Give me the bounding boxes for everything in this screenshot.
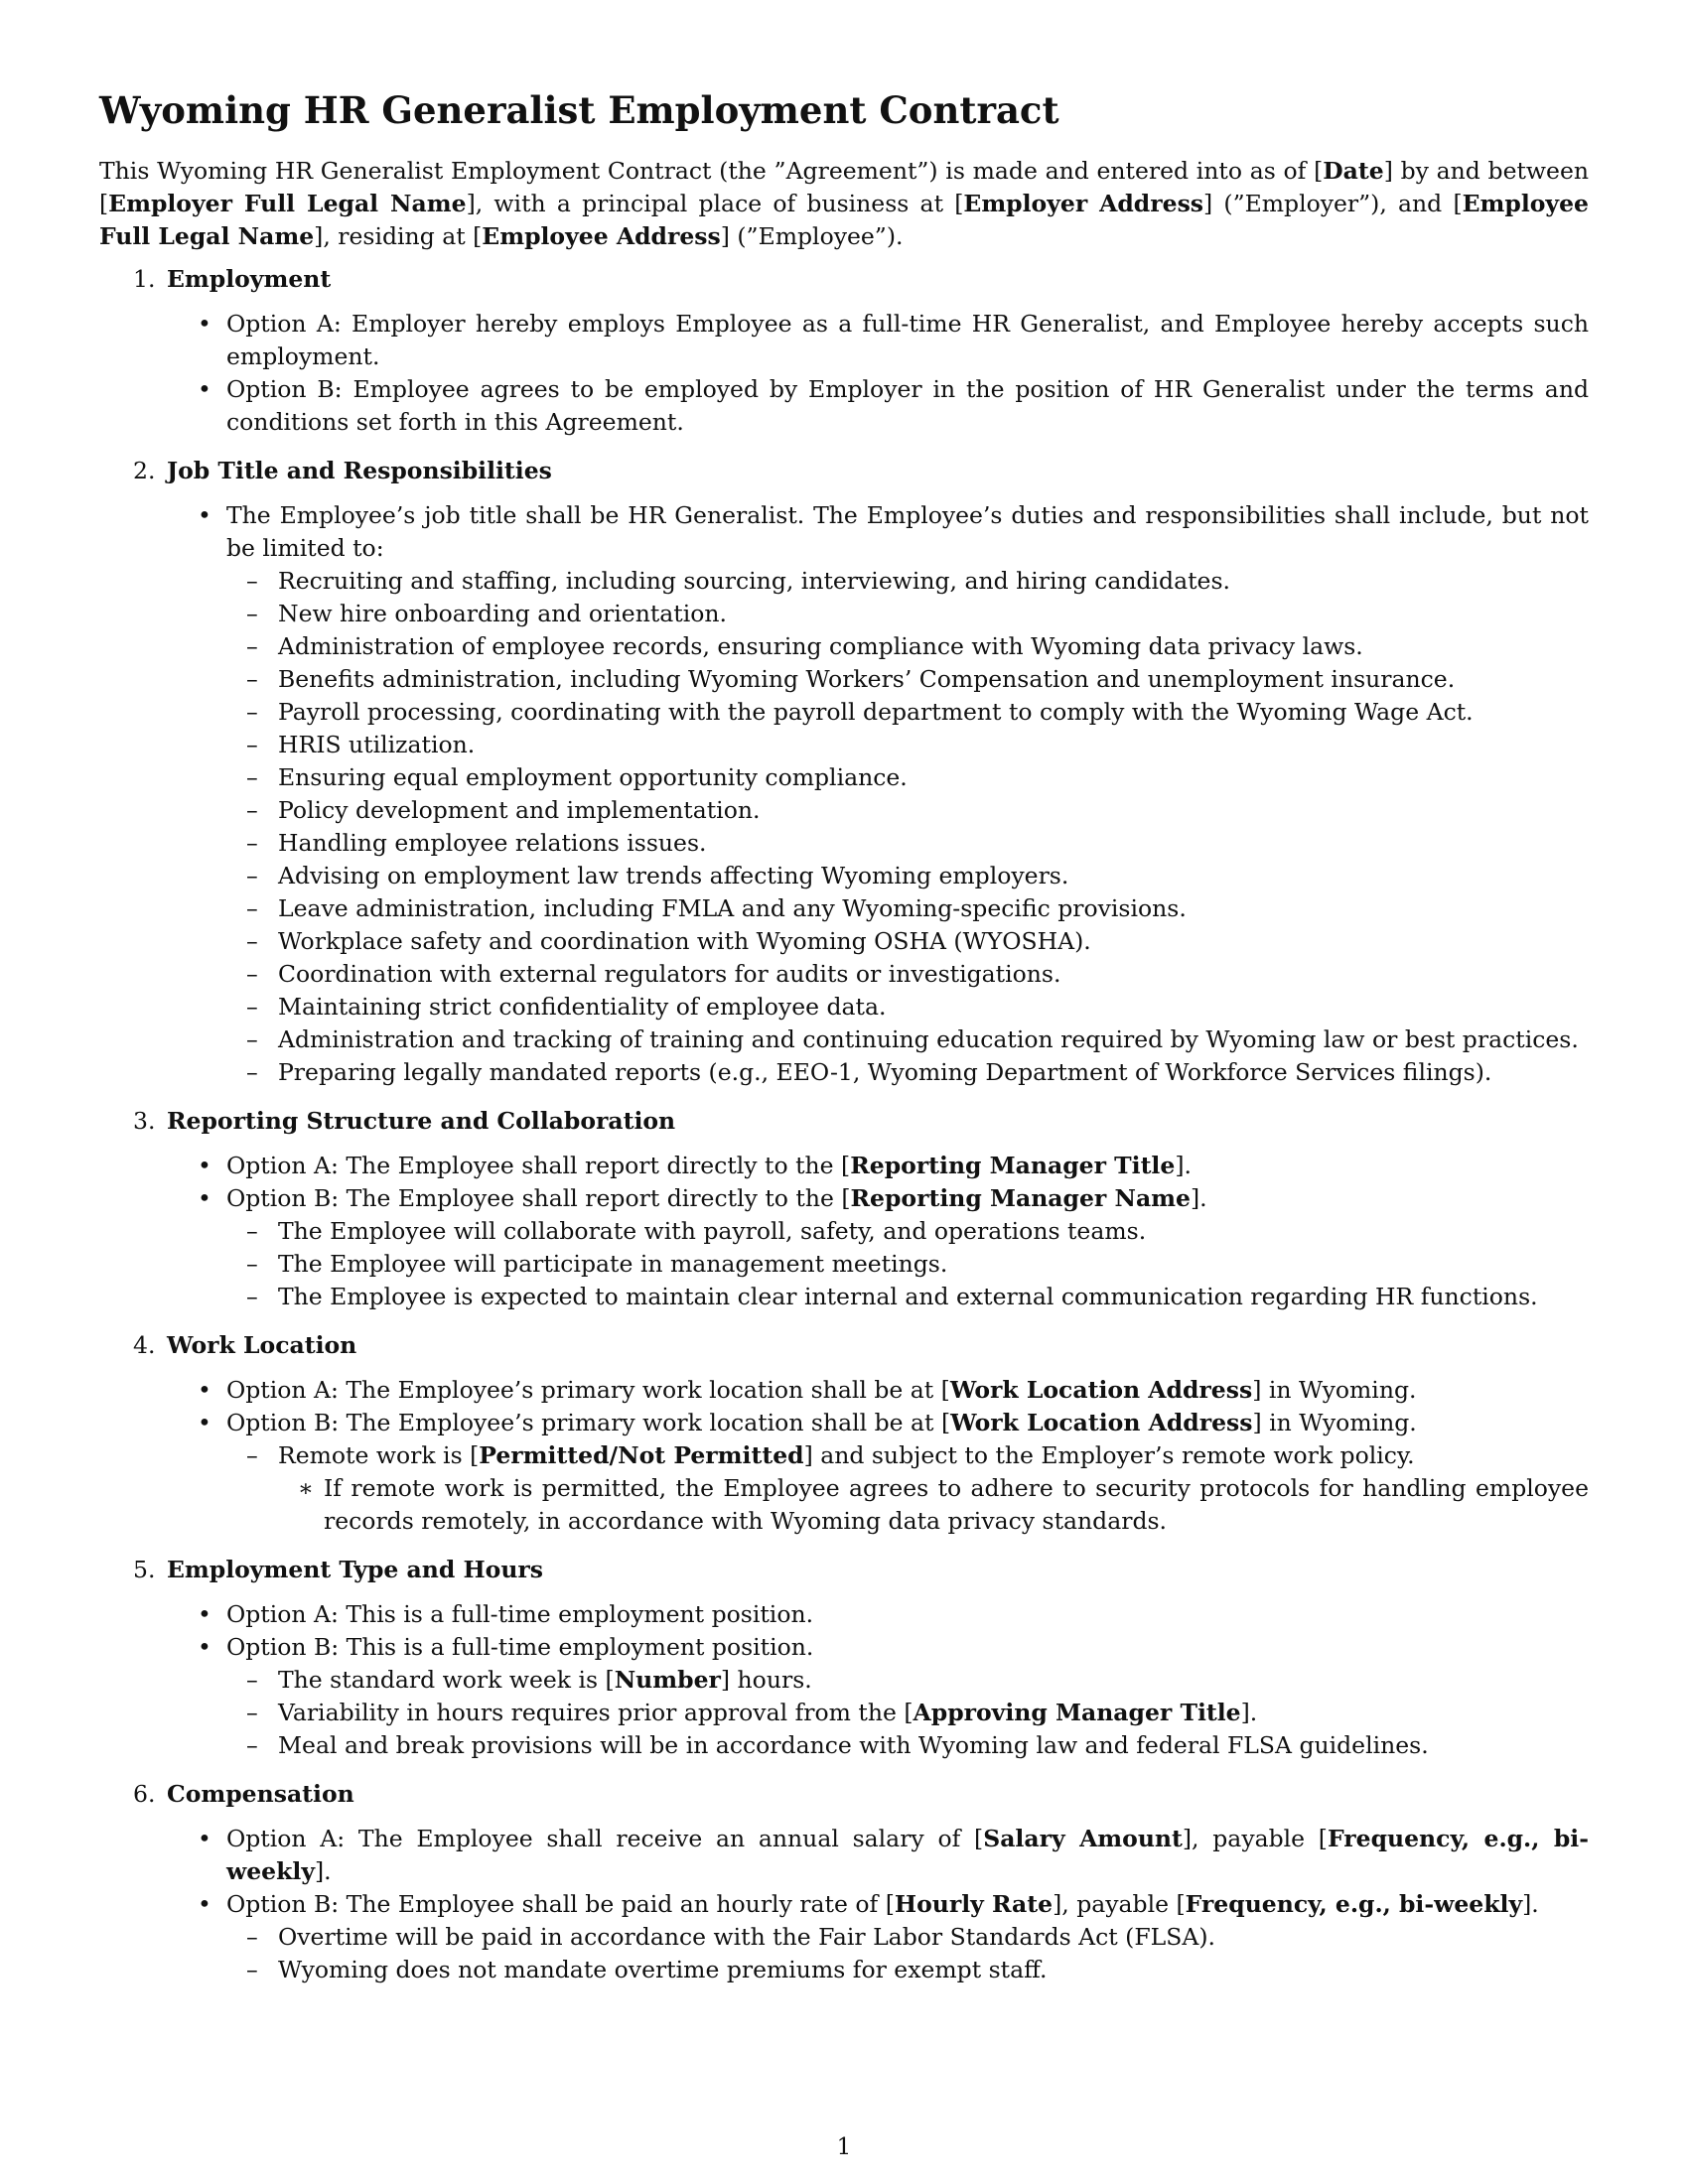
- section-number: 1.: [133, 265, 156, 293]
- section-number: 2.: [133, 457, 156, 484]
- list-item-text: Payroll processing, coordinating with the payroll department to comply with the Wyoming Wage Act.: [278, 698, 1474, 726]
- bullet-icon: •: [198, 1376, 211, 1404]
- section-title: Work Location: [167, 1331, 357, 1359]
- option-a: • Option A: The Employee shall report directly to the [Reporting Manager Title].: [99, 1150, 1589, 1182]
- list-item: [99, 1729, 1589, 1762]
- section-title: Reporting Structure and Collaboration: [167, 1107, 676, 1135]
- list-item: [99, 761, 1589, 794]
- dash-icon: –: [246, 1217, 258, 1245]
- section-heading: [99, 263, 1589, 296]
- dash-icon: –: [246, 665, 258, 693]
- list-item-text: Advising on employment law trends affecting Wyoming employers.: [278, 862, 1069, 889]
- list-item-text: Workplace safety and coordination with Wyoming OSHA (WYOSHA).: [278, 927, 1091, 955]
- section-work-location: [99, 1329, 1589, 1538]
- list-item: [99, 565, 1589, 598]
- section-job-title: [99, 455, 1589, 1089]
- option-a: [99, 308, 1589, 373]
- bullet-icon: •: [198, 375, 211, 403]
- list-item-text: Maintaining strict confidentiality of employee data.: [278, 993, 887, 1021]
- list-item: [99, 1664, 1589, 1697]
- dash-icon: –: [246, 1923, 258, 1951]
- section-number: 6.: [133, 1780, 156, 1808]
- section-reporting: [99, 1105, 1589, 1313]
- list-item-text: Meal and break provisions will be in accordance with Wyoming law and federal FLSA guidelines.: [278, 1731, 1429, 1759]
- hourly-rate-placeholder: Hourly Rate: [894, 1890, 1054, 1918]
- option-text: Option A: Employer hereby employs Employee as a full-time HR Generalist, and Employee hereby accepts such employment.: [226, 310, 1589, 370]
- section-title: Job Title and Responsibilities: [167, 457, 552, 484]
- option-text: Option B: The Employee shall report directly to the [: [226, 1184, 851, 1212]
- option-text: Option B: The Employee’s primary work location shall be at [: [226, 1409, 951, 1436]
- option-text: Option B: Employee agrees to be employed by Employer in the position of HR Generalist under the terms and conditions set forth in this Agreement.: [226, 375, 1589, 436]
- option-b: • Option B: The Employee shall be paid an hourly rate of [Hourly Rate], payable [Frequency, e.g., bi-weekly].: [99, 1888, 1589, 1921]
- intro-text: ], with a principal place of business at [: [466, 190, 964, 217]
- asterisk-icon: ∗: [298, 1474, 314, 1502]
- list-item-text: New hire onboarding and orientation.: [278, 600, 728, 627]
- dash-icon: –: [246, 731, 258, 758]
- list-item: [99, 1215, 1589, 1248]
- section-number: 5.: [133, 1556, 156, 1583]
- dash-icon: –: [246, 698, 258, 726]
- list-item: [99, 925, 1589, 958]
- intro-text: ] (”Employee”).: [720, 222, 904, 250]
- list-item-text: Benefits administration, including Wyoming Workers’ Compensation and unemployment insurance.: [278, 665, 1456, 693]
- list-item: [99, 1248, 1589, 1281]
- document-title: Wyoming HR Generalist Employment Contract: [99, 88, 1059, 132]
- option-text: Option A: The Employee shall receive an annual salary of [: [226, 1825, 984, 1852]
- list-item: [99, 991, 1589, 1024]
- sub-list-item: [99, 1472, 1589, 1538]
- list-item: [99, 696, 1589, 729]
- list-item-text: ] hours.: [720, 1666, 812, 1694]
- reporting-manager-name-placeholder: Reporting Manager Name: [850, 1184, 1191, 1212]
- list-item-text: The Employee will participate in management meetings.: [278, 1250, 948, 1278]
- intro-paragraph: [99, 155, 1589, 253]
- list-item: [99, 958, 1589, 991]
- list-item: [99, 1024, 1589, 1056]
- bullet-icon: •: [198, 1600, 211, 1628]
- sub-list-item-text: If remote work is permitted, the Employee agrees to adhere to security protocols for handling employee records remotely, in accordance with Wyoming data privacy standards.: [324, 1474, 1589, 1535]
- dash-icon: –: [246, 894, 258, 922]
- list-item-text: Administration and tracking of training and continuing education required by Wyoming law or best practices.: [278, 1025, 1579, 1053]
- list-item-text: Administration of employee records, ensuring compliance with Wyoming data privacy laws.: [278, 632, 1363, 660]
- dash-icon: –: [246, 1283, 258, 1310]
- intro-text: ], residing at [: [314, 222, 483, 250]
- hours-number-placeholder: Number: [614, 1666, 721, 1694]
- option-b: [99, 373, 1589, 439]
- page-number: 1: [836, 2134, 852, 2160]
- intro-text: ] (”Employer”), and [: [1203, 190, 1463, 217]
- section-heading: [99, 1105, 1589, 1138]
- section-heading: [99, 455, 1589, 487]
- list-item: [99, 860, 1589, 892]
- dash-icon: –: [246, 993, 258, 1021]
- dash-icon: –: [246, 862, 258, 889]
- lead-text: The Employee’s job title shall be HR Generalist. The Employee’s duties and responsibilities shall include, but not be limited to:: [226, 501, 1589, 562]
- salary-amount-placeholder: Salary Amount: [983, 1825, 1183, 1852]
- approving-manager-placeholder: Approving Manager Title: [913, 1699, 1241, 1726]
- list-item-text: The Employee is expected to maintain clear internal and external communication regarding HR functions.: [278, 1283, 1538, 1310]
- section-compensation: [99, 1778, 1589, 1986]
- list-item-text: Handling employee relations issues.: [278, 829, 707, 857]
- bullet-icon: •: [198, 501, 211, 529]
- dash-icon: –: [246, 600, 258, 627]
- option-b: [99, 1407, 1589, 1439]
- dash-icon: –: [246, 1250, 258, 1278]
- list-item-text: ] and subject to the Employer’s remote work policy.: [803, 1441, 1415, 1469]
- list-item-text: Coordination with external regulators for audits or investigations.: [278, 960, 1061, 988]
- section-title: Compensation: [167, 1780, 354, 1808]
- list-item-text: Ensuring equal employment opportunity compliance.: [278, 763, 908, 791]
- option-a: [99, 1374, 1589, 1407]
- dash-icon: –: [246, 1731, 258, 1759]
- dash-icon: –: [246, 1699, 258, 1726]
- remote-permission-placeholder: Permitted/Not Permitted: [479, 1441, 804, 1469]
- section-number: 3.: [133, 1107, 156, 1135]
- dash-icon: –: [246, 960, 258, 988]
- bullet-icon: •: [198, 1633, 211, 1661]
- option-text: ], payable [: [1182, 1825, 1328, 1852]
- option-b: [99, 1631, 1589, 1664]
- option-text: ] in Wyoming.: [1252, 1376, 1417, 1404]
- responsibilities-lead: [99, 499, 1589, 565]
- list-item-text: Preparing legally mandated reports (e.g., EEO-1, Wyoming Department of Workforce Services filings).: [278, 1058, 1492, 1086]
- list-item-text: Policy development and implementation.: [278, 796, 761, 824]
- option-text: Option B: This is a full-time employment position.: [226, 1633, 814, 1661]
- bullet-icon: •: [198, 310, 211, 338]
- dash-icon: –: [246, 567, 258, 595]
- list-item-text: Remote work is [: [278, 1441, 480, 1469]
- section-title: Employment: [167, 265, 332, 293]
- list-item: [99, 1056, 1589, 1089]
- option-a: • Option A: The Employee shall receive an annual salary of [Salary Amount], payable [Frequency, e.g., bi-weekly].: [198, 1825, 1589, 1885]
- list-item: [99, 794, 1589, 827]
- dash-icon: –: [246, 1956, 258, 1983]
- section-heading: [99, 1329, 1589, 1362]
- employee-name-placeholder: Employee Full Legal Name: [99, 190, 1589, 250]
- list-item-text: Leave administration, including FMLA and any Wyoming-specific provisions.: [278, 894, 1187, 922]
- employee-address-placeholder: Employee Address: [482, 222, 721, 250]
- dash-icon: –: [246, 763, 258, 791]
- dash-icon: –: [246, 1666, 258, 1694]
- list-item: [99, 827, 1589, 860]
- bullet-icon: •: [198, 1890, 211, 1918]
- section-title: Employment Type and Hours: [167, 1556, 544, 1583]
- list-item: [99, 1954, 1589, 1986]
- intro-text: ] by and between [: [99, 157, 1590, 217]
- option-text: ], payable [: [1053, 1890, 1186, 1918]
- list-item: – Variability in hours requires prior approval from the [Approving Manager Title].: [99, 1697, 1589, 1729]
- list-item-text: Recruiting and staffing, including sourcing, interviewing, and hiring candidates.: [278, 567, 1230, 595]
- section-heading: [99, 1554, 1589, 1586]
- list-item-text: Overtime will be paid in accordance with the Fair Labor Standards Act (FLSA).: [278, 1923, 1215, 1951]
- list-item: [99, 630, 1589, 663]
- section-employment-type: [99, 1554, 1589, 1762]
- work-location-placeholder: Work Location Address: [950, 1409, 1253, 1436]
- section-employment: [99, 263, 1589, 439]
- bullet-icon: •: [198, 1825, 211, 1852]
- option-text: Option A: This is a full-time employment position.: [226, 1600, 814, 1628]
- section-heading: [99, 1778, 1589, 1811]
- section-number: 4.: [133, 1331, 156, 1359]
- intro-text: This Wyoming HR Generalist Employment Contract (the ”Agreement”) is made and entered into as of [: [99, 157, 1324, 185]
- option-b: • Option B: The Employee shall report directly to the [Reporting Manager Name].: [99, 1182, 1589, 1215]
- reporting-manager-title-placeholder: Reporting Manager Title: [850, 1152, 1176, 1179]
- employer-address-placeholder: Employer Address: [963, 190, 1204, 217]
- list-item-text: HRIS utilization.: [278, 731, 476, 758]
- dash-icon: –: [246, 1441, 258, 1469]
- list-item: [99, 729, 1589, 761]
- date-placeholder: Date: [1323, 157, 1384, 185]
- dash-icon: –: [246, 796, 258, 824]
- bullet-icon: •: [198, 1184, 211, 1212]
- dash-icon: –: [246, 1025, 258, 1053]
- list-item-text: The Employee will collaborate with payroll, safety, and operations teams.: [278, 1217, 1147, 1245]
- option-text: ] in Wyoming.: [1252, 1409, 1417, 1436]
- list-item: [99, 892, 1589, 925]
- bullet-icon: •: [198, 1409, 211, 1436]
- option-a: [99, 1598, 1589, 1631]
- list-item-text: The standard work week is [: [278, 1666, 615, 1694]
- dash-icon: –: [246, 927, 258, 955]
- frequency-placeholder: Frequency, e.g., bi-weekly: [1185, 1890, 1523, 1918]
- list-item-text: Wyoming does not mandate overtime premiums for exempt staff.: [278, 1956, 1048, 1983]
- contract-page: [99, 87, 1589, 2002]
- frequency-placeholder: Frequency, e.g., bi-weekly: [226, 1825, 1589, 1885]
- list-item-text: Variability in hours requires prior approval from the [: [278, 1699, 914, 1726]
- option-text: Option A: The Employee shall report directly to the [: [226, 1152, 851, 1179]
- bullet-icon: •: [198, 1152, 211, 1179]
- option-text: Option B: The Employee shall be paid an hourly rate of [: [226, 1890, 895, 1918]
- option-text: Option A: The Employee’s primary work location shall be at [: [226, 1376, 950, 1404]
- list-item: [99, 1281, 1589, 1313]
- dash-icon: –: [246, 632, 258, 660]
- list-item: [99, 1921, 1589, 1954]
- dash-icon: –: [246, 829, 258, 857]
- list-item: [99, 598, 1589, 630]
- work-location-placeholder: Work Location Address: [949, 1376, 1253, 1404]
- list-item: [99, 1439, 1589, 1472]
- list-item: [99, 663, 1589, 696]
- dash-icon: –: [246, 1058, 258, 1086]
- employer-name-placeholder: Employer Full Legal Name: [108, 190, 467, 217]
